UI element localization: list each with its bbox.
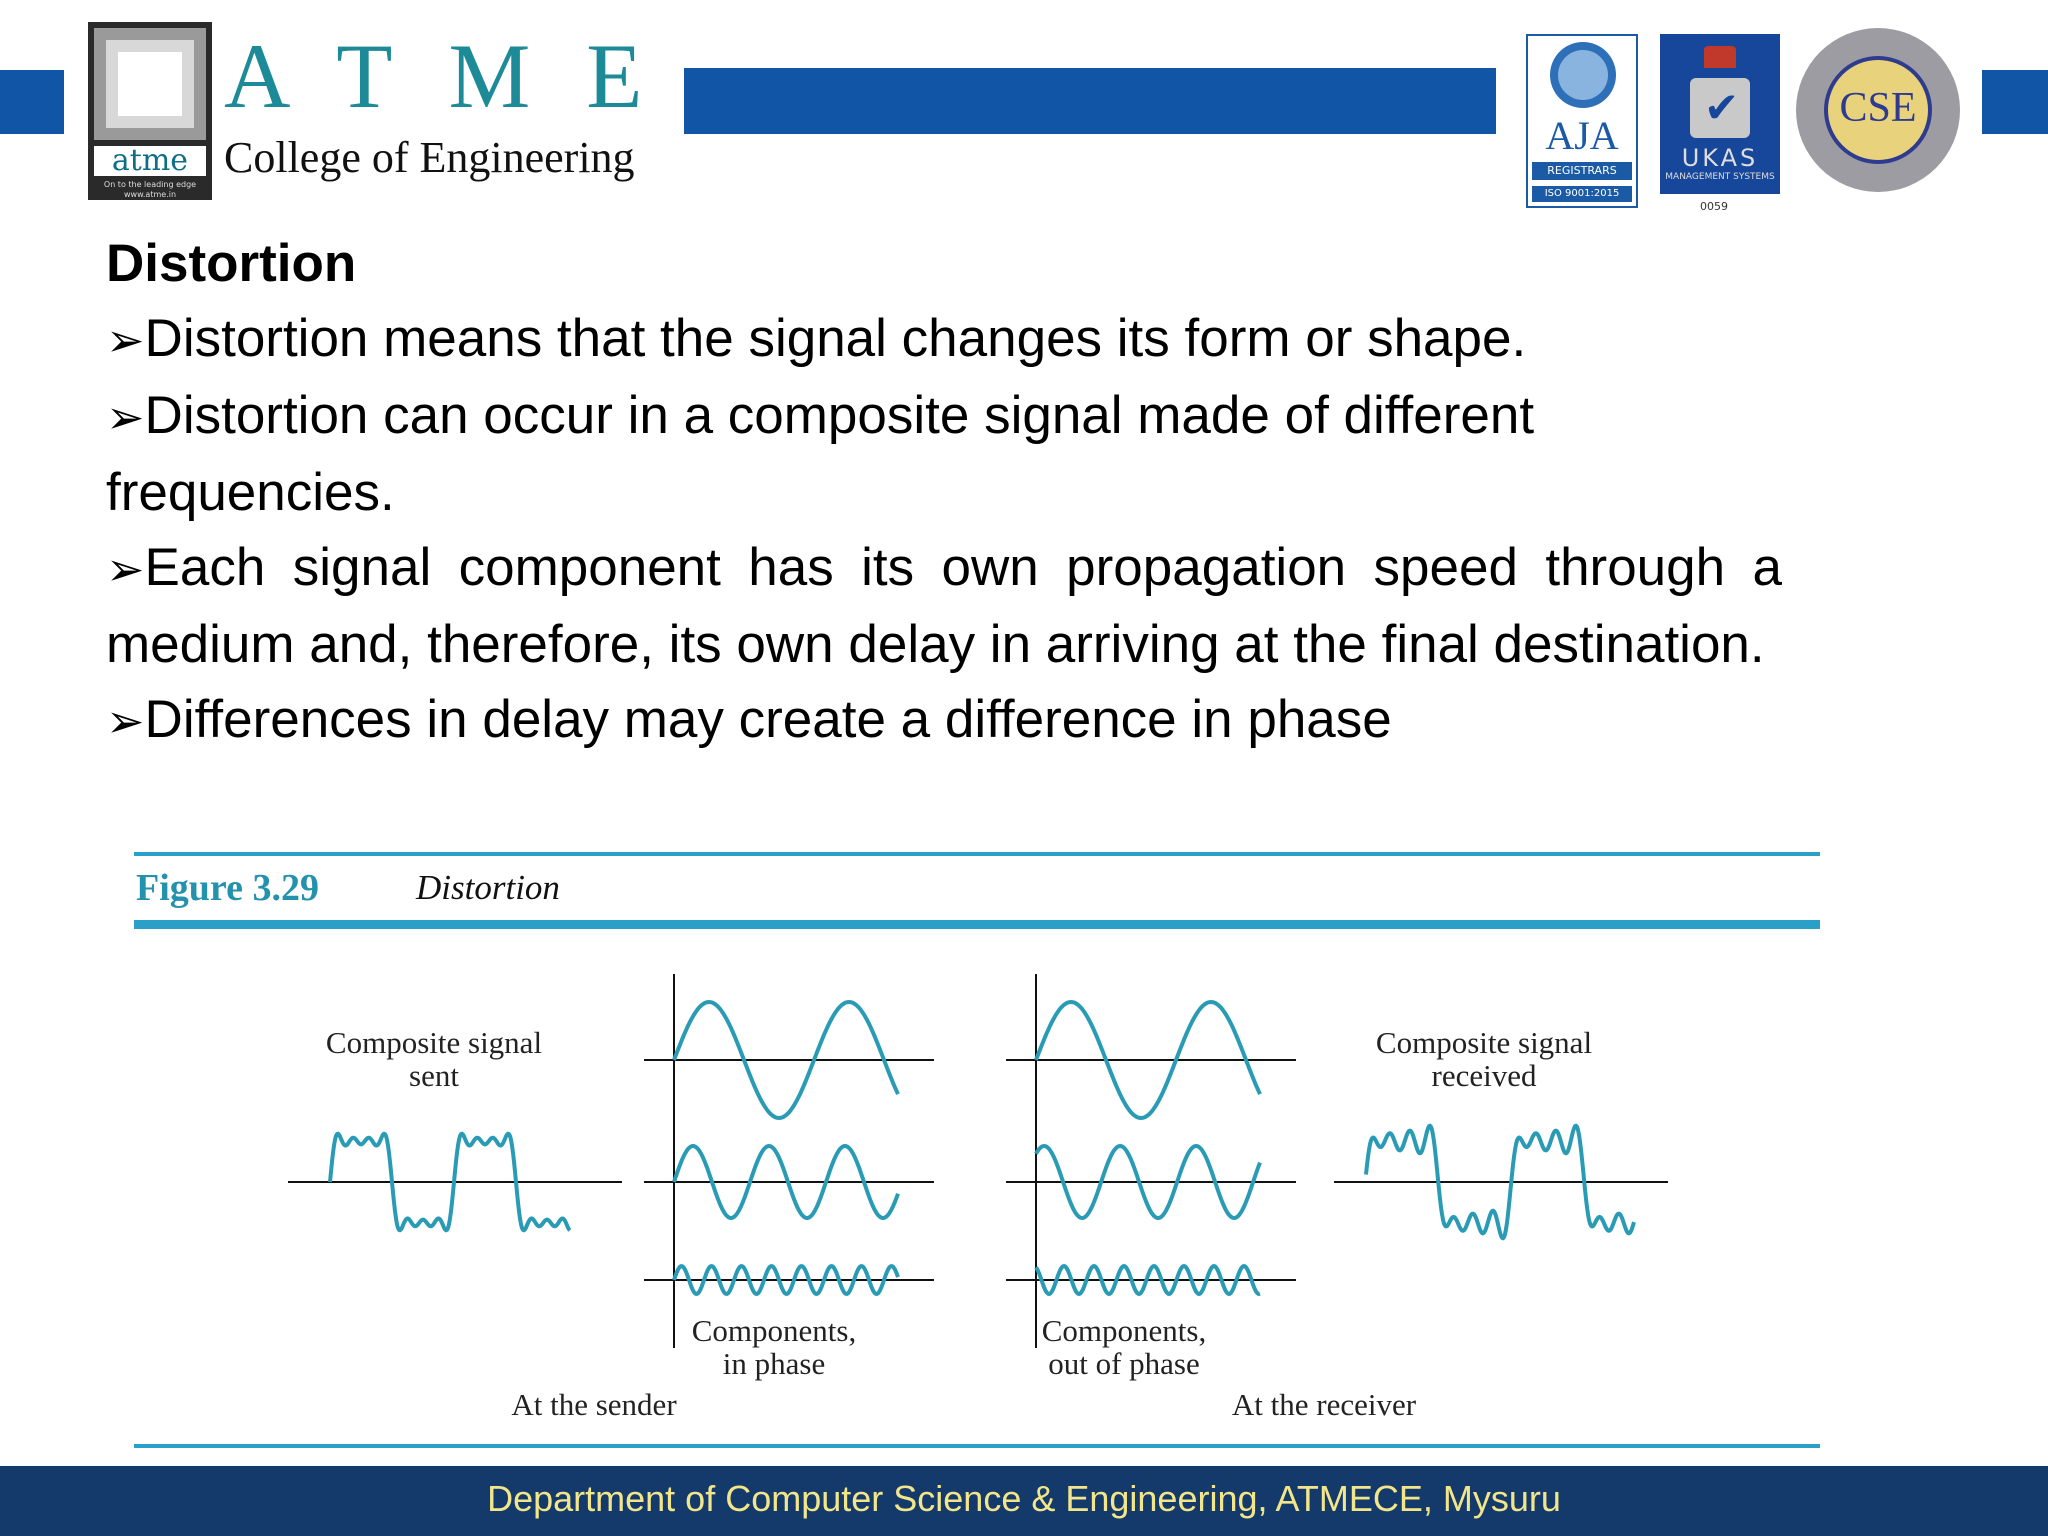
footer-bar — [0, 1466, 2048, 1536]
figure-number: Figure 3.29 — [136, 867, 319, 909]
bullet-item: ➢Distortion can occur in a composite signal made of different frequencies. — [106, 386, 1535, 522]
college-letters: ATME — [224, 25, 699, 127]
footer-text: Department of Computer Science & Engineering, ATMECE, Mysuru — [487, 1478, 1561, 1519]
aja-certification-logo: AJA REGISTRARS ISO 9001:2015 — [1526, 34, 1638, 208]
arrow-bullet-icon: ➢ — [106, 695, 145, 747]
label-components-in-phase: Components, in phase — [691, 1313, 857, 1381]
arrow-bullet-icon: ➢ — [106, 314, 145, 366]
logo-tagline: On to the leading edge www.atme.in — [103, 180, 197, 199]
label-at-receiver: At the receiver — [1231, 1387, 1417, 1422]
globe-icon — [1550, 42, 1616, 108]
atme-logo — [88, 22, 212, 200]
arrow-bullet-icon: ➢ — [106, 543, 145, 595]
crown-icon — [1704, 46, 1736, 68]
bullet-item: ➢Each signal component has its own propagation speed through a medium and, therefore, its own delay in arriving at the final destination. — [106, 538, 1782, 674]
logo-word: atme — [94, 146, 206, 176]
figure-title: Distortion — [416, 868, 560, 907]
label-composite-received: Composite signal received — [1375, 1025, 1593, 1093]
distortion-figure — [134, 852, 1822, 1452]
header-bar-middle — [684, 68, 1496, 134]
arrow-bullet-icon: ➢ — [106, 391, 145, 443]
figure-rule-bottom — [134, 1444, 1820, 1448]
slide-heading: Distortion — [106, 234, 357, 293]
label-composite-sent: Composite signal sent — [325, 1025, 543, 1093]
header-bar-left — [0, 70, 64, 134]
label-components-out-of-phase: Components, out of phase — [1041, 1313, 1207, 1381]
bullet-item: ➢Differences in delay may create a difference in phase — [106, 690, 1392, 749]
label-at-sender: At the sender — [511, 1387, 677, 1422]
distortion-diagram — [134, 852, 1822, 1452]
bullet-item: ➢Distortion means that the signal changes its form or shape. — [106, 309, 1527, 368]
slide-content — [106, 226, 1782, 759]
college-name: College of Engineering — [224, 133, 635, 182]
header-bar-right — [1982, 70, 2048, 134]
ukas-number: 0059 — [1700, 200, 1728, 213]
cse-department-seal: CSE — [1796, 28, 1960, 192]
logo-frame — [94, 28, 206, 140]
ukas-certification-logo: ✔ UKAS MANAGEMENT SYSTEMS — [1660, 34, 1780, 194]
checkmark-icon: ✔ — [1690, 78, 1750, 138]
